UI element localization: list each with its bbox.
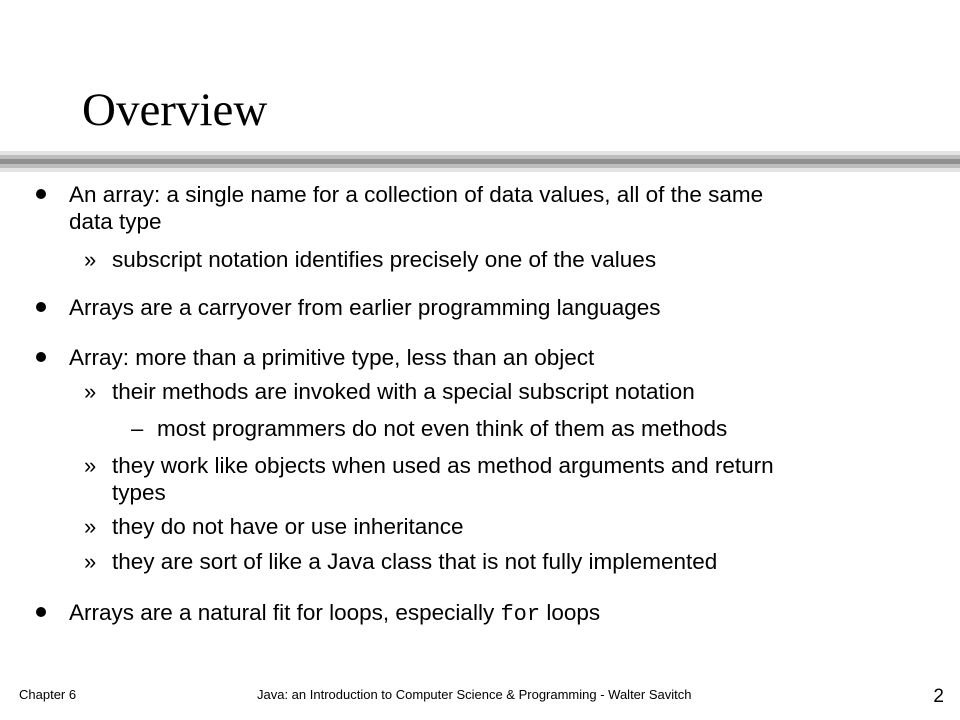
bullet-3-sub-4: they do not have or use inheritance xyxy=(112,514,464,539)
sub-marker: » xyxy=(84,514,97,539)
footer-chapter: Chapter 6 xyxy=(19,687,77,702)
bullet-dot-icon xyxy=(36,189,46,199)
bullet-4-text: Arrays are a natural fit for loops, especially xyxy=(69,600,501,625)
bullet-dot-icon xyxy=(36,607,46,617)
bullet-3-sub-3-line-2: types xyxy=(112,480,166,505)
for-keyword-code: for xyxy=(500,602,541,627)
bullet-4-text-end: loops xyxy=(540,600,601,625)
bullet-2-line-1: Arrays are a carryover from earlier programming languages xyxy=(69,295,661,320)
bullet-1-line-1: An array: a single name for a collection of data values, all of the same xyxy=(69,182,764,207)
bullet-3-sub-1: their methods are invoked with a special subscript notation xyxy=(112,379,695,404)
slide-title: Overview xyxy=(82,84,268,136)
bullet-dot-icon xyxy=(36,352,46,362)
bullet-dot-icon xyxy=(36,302,46,312)
sub-marker: » xyxy=(84,453,97,478)
sub-marker: » xyxy=(84,247,97,272)
sub-marker: » xyxy=(84,549,97,574)
bullet-3-sub-2: most programmers do not even think of them as methods xyxy=(157,416,728,441)
bullet-1-line-2: data type xyxy=(69,209,162,234)
bullet-3-sub-5: they are sort of like a Java class that is not fully implemented xyxy=(112,549,718,574)
bullet-4-line-1 xyxy=(69,599,600,628)
footer-book-title: Java: an Introduction to Computer Science & Programming - Walter Savitch xyxy=(257,687,692,702)
bullet-1-sub-1: subscript notation identifies precisely one of the values xyxy=(112,247,657,272)
sub-marker: » xyxy=(84,379,97,404)
bullet-3-sub-3-line-1: they work like objects when used as method arguments and return xyxy=(112,453,774,478)
bullet-3-line-1: Array: more than a primitive type, less than an object xyxy=(69,345,595,370)
page-number: 2 xyxy=(933,686,944,707)
sub-sub-marker: – xyxy=(131,416,144,441)
